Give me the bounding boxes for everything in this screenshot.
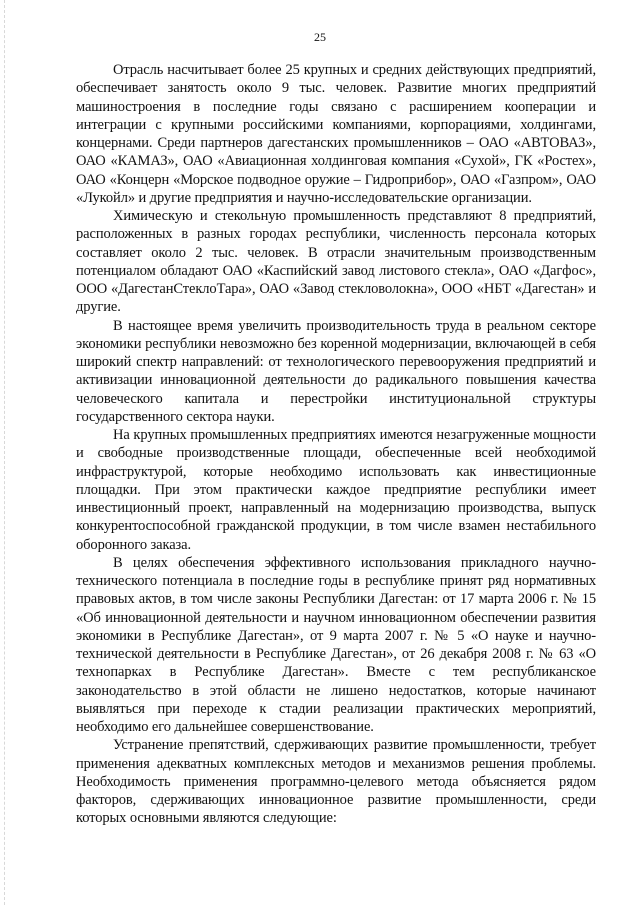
paragraph-machine-building: Отрасль насчитывает более 25 крупных и средних действующих предприятий, обеспечивает занятость около 9 тыс. человек. Развитие многих предприятий машиностроения в последние годы связано с расширением кооперации и интеграции с крупными российскими компаниями, корпорациями, холдингами, концернами. Среди партнеров дагестанских промышленников – ОАО «АВТОВАЗ», ОАО «КАМАЗ», ОАО «Авиационная холдинговая компания «Сухой», ГК «Ростех», ОАО «Концерн «Морское подводное оружие – Гидроприбор», ОАО «Газпром», ОАО «Лукойл» и другие предприятия и научно-исследовательские организации. <box>76 62 596 206</box>
scan-margin-artifact <box>4 0 6 905</box>
paragraph-legislation: В целях обеспечения эффективного использования прикладного научно-технического потенциала в последние годы в республике принят ряд нормативных правовых актов, в том числе законы Республики Дагестан: от 17 марта 2006 г. № 15 «Об инновационной деятельности и научном инновационном обеспечении развития экономики в Республике Дагестан», от 9 марта 2007 г. № 5 «О науке и научно-технической деятельности в Республике Дагестан», от 26 декабря 2008 г. № 63 «О технопарках в Республике Дагестан». Вместе с тем республиканское законодательство в этой области не лишено недостатков, которые начинают выявляться при переходе к стадии реализации практических мероприятий, необходимо его дальнейшее совершенствование. <box>76 554 596 735</box>
paragraph-modernization: В настоящее время увеличить производительность труда в реальном секторе экономики республики невозможно без коренной модернизации, включающей в себя широкий спектр направлений: от технологического перевооружения предприятий и активизации инновационной деятельности до радикального повышения качества человеческого капитала и перестройки институциональной структуры государственного сектора науки. <box>76 317 596 425</box>
document-body <box>76 61 596 828</box>
paragraph-investment-sites: На крупных промышленных предприятиях имеются незагруженные мощности и свободные производственные площади, обеспеченные всей необходимой инфраструктурой, которые необходимо использовать как инвестиционные площадки. При этом практически каждое предприятие республики имеет инвестиционный проект, направленный на модернизацию производства, выпуск конкурентоспособной гражданской продукции, в том числе взамен нестабильного оборонного заказа. <box>76 427 596 553</box>
page-number: 25 <box>314 30 326 44</box>
paragraph-program-target-method: Устранение препятствий, сдерживающих развитие промышленности, требует применения адекватных комплексных методов и механизмов решения проблемы. Необходимость применения программно-целевого метода объясняется рядом факторов, сдерживающих инновационное развитие промышленности, среди которых основными являются следующие: <box>76 737 596 827</box>
paragraph-chemical-glass-industry: Химическую и стекольную промышленность представляют 8 предприятий, расположенных в разных городах республики, численность персонала которых составляет около 2 тыс. человек. В отрасли значительным производственным потенциалом обладают ОАО «Каспийский завод листового стекла», ОАО «Дагфос», ООО «ДагестанСтеклоТара», ОАО «Завод стекловолокна», ООО «НБТ «Дагестан» и другие. <box>76 208 596 316</box>
